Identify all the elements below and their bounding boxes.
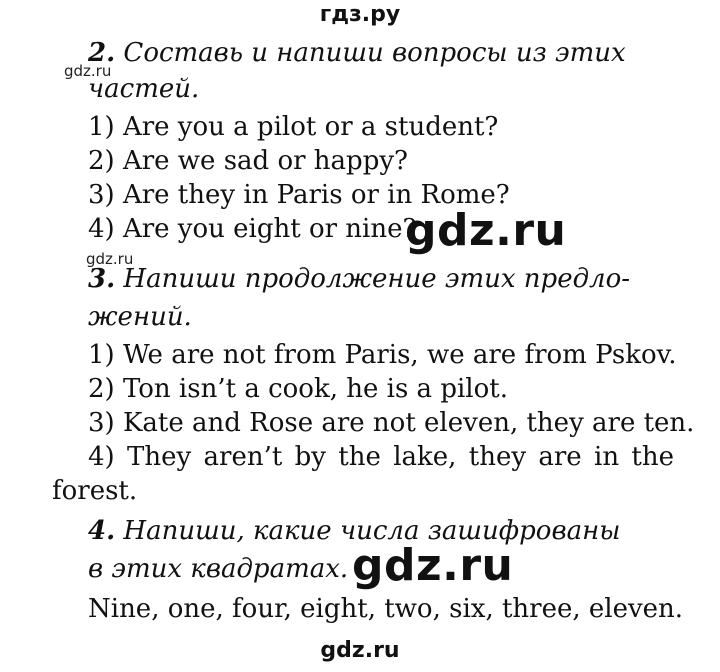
watermark-large-1: gdz.ru xyxy=(405,205,567,256)
task-2-title-text: Составь и напиши вопросы из этих xyxy=(123,38,626,68)
task-2-title-line-1 xyxy=(88,40,626,66)
site-header: гдз.ру xyxy=(319,2,401,27)
task-2-title-line-2: частей. xyxy=(88,74,200,104)
task-3-answer-2: 2) Ton isn’t a cook, he is a pilot. xyxy=(88,374,508,404)
watermark-small-2: gdz.ru xyxy=(86,250,134,268)
site-footer: gdz.ru xyxy=(320,638,400,663)
task-2-answer-1: 1) Are you a pilot or a student? xyxy=(88,112,499,142)
task-3-answer-3: 3) Kate and Rose are not eleven, they are ten. xyxy=(88,408,695,438)
task-4-number: 4. xyxy=(88,516,116,546)
watermark-large-2: gdz.ru xyxy=(352,540,514,591)
task-3-title-text: Напиши продолжение этих предло- xyxy=(123,264,631,294)
task-3-answer-4-continued: forest. xyxy=(52,476,138,506)
task-4-title-line-2: в этих квадратах. xyxy=(88,554,349,584)
task-2-number: 2. xyxy=(88,38,116,68)
task-2-answer-2: 2) Are we sad or happy? xyxy=(88,146,408,176)
task-2-answer-4: 4) Are you eight or nine? xyxy=(88,214,417,244)
task-3-number: 3. xyxy=(88,264,116,294)
task-2-answer-3: 3) Are they in Paris or in Rome? xyxy=(88,180,510,210)
task-3-answer-4: 4) They aren’t by the lake, they are in the xyxy=(88,442,674,472)
watermark-small-1: gdz.ru xyxy=(64,62,112,80)
task-3-title-line-1 xyxy=(88,266,630,292)
task-4-title-text: Напиши, какие числа зашифрованы xyxy=(123,516,621,546)
task-3-answer-1: 1) We are not from Paris, we are from Pskov. xyxy=(88,340,677,370)
task-3-title-line-2: жений. xyxy=(88,302,192,332)
task-4-answer: Nine, one, four, eight, two, six, three, eleven. xyxy=(88,594,684,624)
